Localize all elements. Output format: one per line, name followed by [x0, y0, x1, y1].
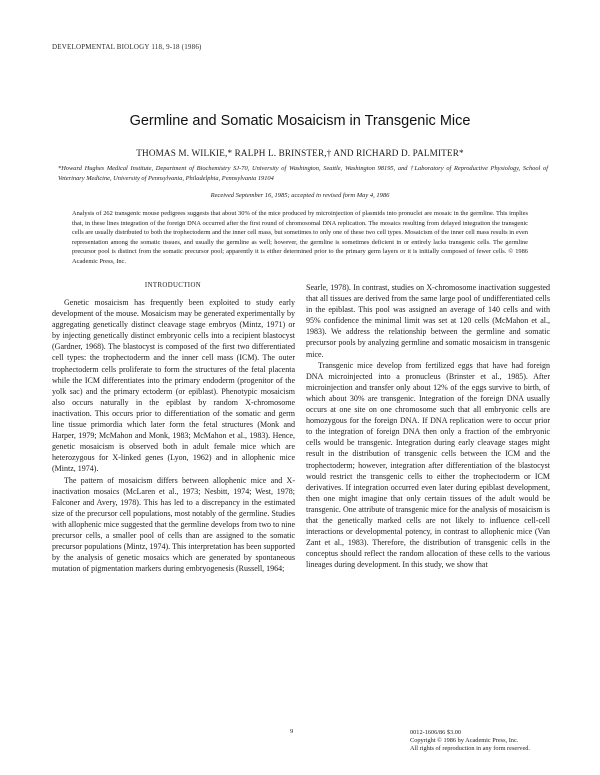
body-paragraph: Transgenic mice develop from fertilized eggs that have had foreign DNA microinjected into a pronucleus (Brinster et al., 1985). After microinjection and transfer only about 12% of the eggs survive to birth, of which about 30% are transgenic. Integration of the foreign DNA usually occurs at one site on one chromosome such that all embryonic cells are homozygous for the foreign DNA. If DNA replication were to occur prior to the integration of foreign DNA then only a fraction of the embryonic cells would be transgenic. Integration during early cleavage stages might result in the distribution of transgenic cells between the ICM and the trophectoderm; however, integration after differentiation of the blastocyst would restrict the transgenic cells to either the trophectoderm or ICM derivatives. If integration occurred even later during epiblast development, then one might imagine that only certain tissues of the adult would be transgenic. One attribute of transgenic mice for the analysis of mosaicism is that the genetically marked cells are not likely to influence cell-cell interactions or developmental potency, in contrast to allophenic mice (Van Zant et al., 1983). Therefore, the distribution of transgenic cells in the conceptus should reflect the random allocation of these cells to the various lineages during development. In this study, we show that — [306, 360, 550, 570]
copyright-line: All rights of reproduction in any form reserved. — [410, 745, 530, 752]
running-head: DEVELOPMENTAL BIOLOGY 118, 9-18 (1986) — [52, 43, 202, 51]
abstract: Analysis of 262 transgenic mouse pedigrees suggests that about 30% of the mice produced by microinjection of plasmids into pronuclei are mosaic in the germline. This implies that, in these lines integration of the foreign DNA occurred after the first round of chromosomal DNA replication. The mosaics resulting from delayed integration the transgenic cells are usually distributed to both the trophectoderm and the inner cell mass, but sometimes to only one of these two cell types. Mosaicism of the inner cell mass results in even representation among the somatic tissues, and usually the germline as well; however, the germline is sometimes deficient in or entirely lacks transgenic cells. The germline precursor pool is distinct from the somatic precursor pool; apparently it is either determined prior to the primary germ layers or it is initially composed of fewer cells. © 1986 Academic Press, Inc. — [72, 210, 528, 265]
section-heading-introduction: INTRODUCTION — [144, 282, 202, 289]
body-column-right — [306, 282, 550, 570]
page-number: 9 — [290, 728, 294, 735]
body-column-left — [52, 297, 295, 574]
copyright-line: Copyright © 1986 by Academic Press, Inc. — [410, 737, 519, 744]
body-paragraph: Searle, 1978). In contrast, studies on X-chromosome inactivation suggested that all tissues are derived from the same large pool of undifferentiated cells in the epiblast. This pool was assigned an average of 140 cells and with 95% confidence the minimal limit was set at 120 cells (McMahon et al., 1983). We address the relationship between the germline and somatic precursor pools by analyzing germline and somatic mosaicism in transgenic mice. — [306, 283, 550, 359]
copyright-notice — [410, 729, 530, 753]
copyright-line: 0012-1606/86 $3.00 — [410, 729, 462, 736]
author-affiliation: *Howard Hughes Medical Institute, Department of Biochemistry SJ-70, University of Washington, Seattle, Washington 98195, and †Laboratory of Reproductive Physiology, School of Veterinary Medicine, University of Pennsylvania, Philadelphia, Pennsylvania 19104 — [58, 165, 548, 182]
body-paragraph: Genetic mosaicism has frequently been exploited to study early development of the mouse. Mosaicism may be generated experimentally by aggregating genetically distinct cleavage stage embryos (Mintz, 1971) or by injecting genetically distinct embryonic cells into a recipient blastocyst (Gardner, 1968). The blastocyst is composed of the first two differentiated cell types: the trophectoderm and the inner cell mass (ICM). The outer trophectoderm cells proliferate to form the structures of the fetal placenta while the ICM differentiates into the primary endoderm (progenitor of the yolk sac) and the primary ectoderm (or epiblast). Phenotypic mosaicism also occurs naturally in the epiblast by random X-chromosome inactivation. This occurs prior to differentiation of the somatic and germ line tissue primordia which later form the fetal structures (Monk and Harper, 1979; McMahon and Monk, 1983; McMahon et al., 1983). Hence, genetic mosaicism is observed both in adult female mice which are heterozygous for X-linked genes (Lyon, 1962) and in allophenic mice (Mintz, 1974). — [52, 298, 295, 474]
article-title: Germline and Somatic Mosaicism in Transgenic Mice — [129, 113, 471, 129]
received-date: Received September 16, 1985; accepted in revised form May 4, 1986 — [210, 192, 390, 199]
body-paragraph: The pattern of mosaicism differs between allophenic mice and X-inactivation mosaics (McLaren et al., 1973; Nesbitt, 1974; West, 1978; Falconer and Avery, 1978). This has led to a discrepancy in the estimated size of the precursor cell populations, most notably of the germline. Studies with allophenic mice suggested that the germline develops from two to nine precursor cells, a smaller pool of cells than are assigned to the somatic precursor populations (Mintz, 1974). This interpretation has been supported by the analysis of genetic mosaics which are generated by spontaneous mutation of pigmentation markers during embryogenesis (Russell, 1964; — [52, 475, 295, 574]
author-list: THOMAS M. WILKIE,* RALPH L. BRINSTER,† AND RICHARD D. PALMITER* — [136, 148, 464, 158]
